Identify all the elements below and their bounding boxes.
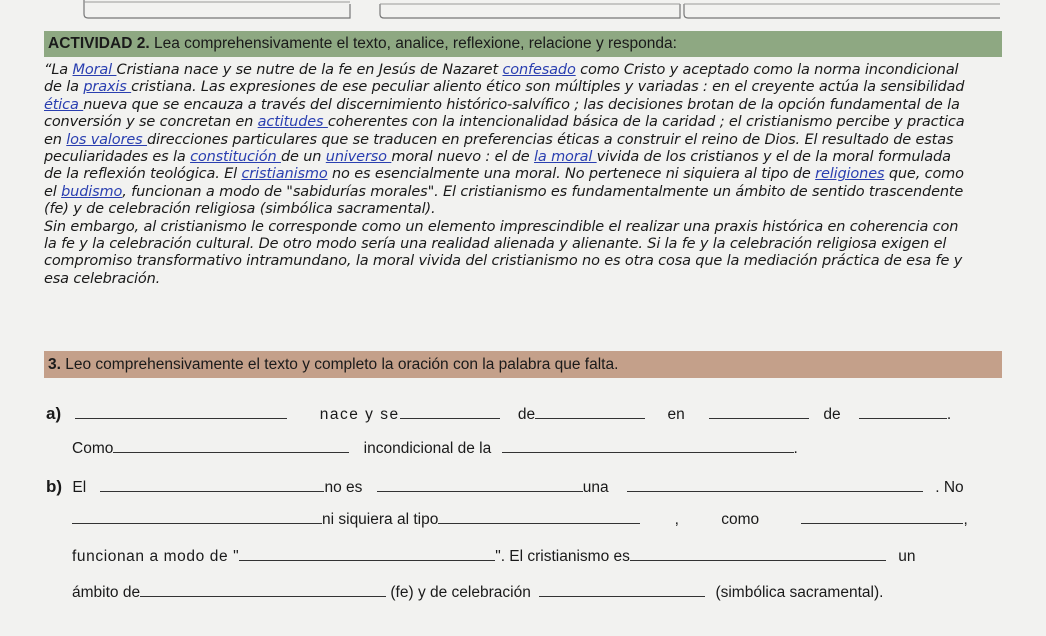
link-praxis[interactable]: praxis (83, 79, 132, 96)
link-confesado[interactable]: confesado (502, 62, 576, 78)
blank-b3[interactable] (627, 479, 923, 492)
blank-b7[interactable] (239, 548, 495, 561)
activity-instruction: Lea comprehensivamente el texto, analice, reflexione, relacione y responda: (153, 35, 677, 52)
exercise-b-line3: funcionan a modo de " ". El cristianismo es un (72, 548, 916, 565)
blank-a1[interactable] (75, 406, 287, 419)
link-cristianismo[interactable]: cristianismo (241, 166, 328, 183)
link-actitudes[interactable]: actitudes (257, 114, 328, 131)
blank-b2[interactable] (377, 479, 583, 492)
section-3-header (44, 351, 1002, 378)
exercise-a-line1: a) nace y se de en de . (46, 404, 952, 423)
blank-b5[interactable] (438, 511, 640, 524)
exercise-b-line4: ámbito de (fe) y de celebración (simbólica sacramental). (72, 584, 884, 601)
blank-a4[interactable] (709, 406, 809, 419)
exercise-a-line2: Como incondicional de la . (72, 440, 798, 457)
link-constitucion[interactable]: constitución (190, 149, 281, 166)
blank-b9[interactable] (140, 584, 386, 597)
link-moral[interactable]: Moral (72, 62, 117, 78)
link-etica[interactable]: ética (44, 96, 84, 113)
link-budismo[interactable]: budismo (61, 183, 123, 200)
link-universo[interactable]: universo (325, 149, 392, 166)
top-decoration (0, 0, 1046, 22)
blank-b10[interactable] (539, 584, 705, 597)
section-3-instruction: Leo comprehensivamente el texto y completo la oración con la palabra que falta. (65, 356, 619, 373)
activity-header (44, 31, 1002, 57)
link-la-moral[interactable]: la moral (534, 149, 597, 166)
activity-number: 2. (136, 35, 150, 52)
blank-a2[interactable] (400, 406, 500, 419)
blank-b4[interactable] (72, 511, 322, 524)
blank-a3[interactable] (535, 406, 645, 419)
blank-b8[interactable] (630, 548, 886, 561)
blank-a6[interactable] (113, 440, 349, 453)
section-3-number: 3. (48, 356, 61, 373)
exercise-b-line1: b) El no es una . No (46, 477, 964, 496)
exercise-b-label: b) (46, 477, 63, 496)
link-valores[interactable]: los valores (66, 131, 147, 148)
blank-a5[interactable] (859, 406, 947, 419)
blank-b6[interactable] (801, 511, 963, 524)
blank-b1[interactable] (100, 479, 324, 492)
reading-passage: “La Moral Cristiana nace y se nutre de la fe en Jesús de Nazaret confesado como Cristo y aceptado como la norma incondicional de la praxis cristiana. Las expresiones de ese peculiar aliento ético son múltiples y variadas : en el creyente actúa la sensibilidad ética nueva que se encauza a través del discernimiento histórico-salvífico ; las decisiones brotan de la opción fundamental de la conversión y se concretan en actitudes coherentes con la intencionalidad básica de la caridad ; el cristianismo percibe y practica en los valores direcciones particulares que se traducen en preferencias éticas a construir el reino de Dios. El resultado de estas peculiaridades es la constitución de un universo moral nuevo : el de la moral vivida de los cristianos y el de la moral formulada de la reflexión teológica. El cristianismo no es esencialmente una moral. No pertenece ni siquiera al tipo de religiones que, como el budismo, funcionan a modo de "sabidurías morales". El cristianismo es fundamentalmente un ámbito de sentido trascendente (fe) y de celebración religiosa (simbólica sacramental). Sin embargo, al cristianismo le corresponde como un elemento imprescindible el realizar una praxis histórica en coherencia con la fe y la celebración cultural. De otro modo sería una realidad alienada y alienante. Si la fe y la celebración religiosa exigen el compromiso transformativo intramundano, la moral vivida del cristianismo no es otra cosa que la mediación práctica de esa fe y esa celebración. (44, 62, 965, 287)
blank-a7[interactable] (502, 440, 794, 453)
activity-label: ACTIVIDAD (48, 35, 133, 52)
exercise-b-line2: ni siquiera al tipo , como , (72, 511, 968, 529)
link-religiones[interactable]: religiones (815, 166, 885, 183)
exercise-a-label: a) (46, 404, 62, 423)
